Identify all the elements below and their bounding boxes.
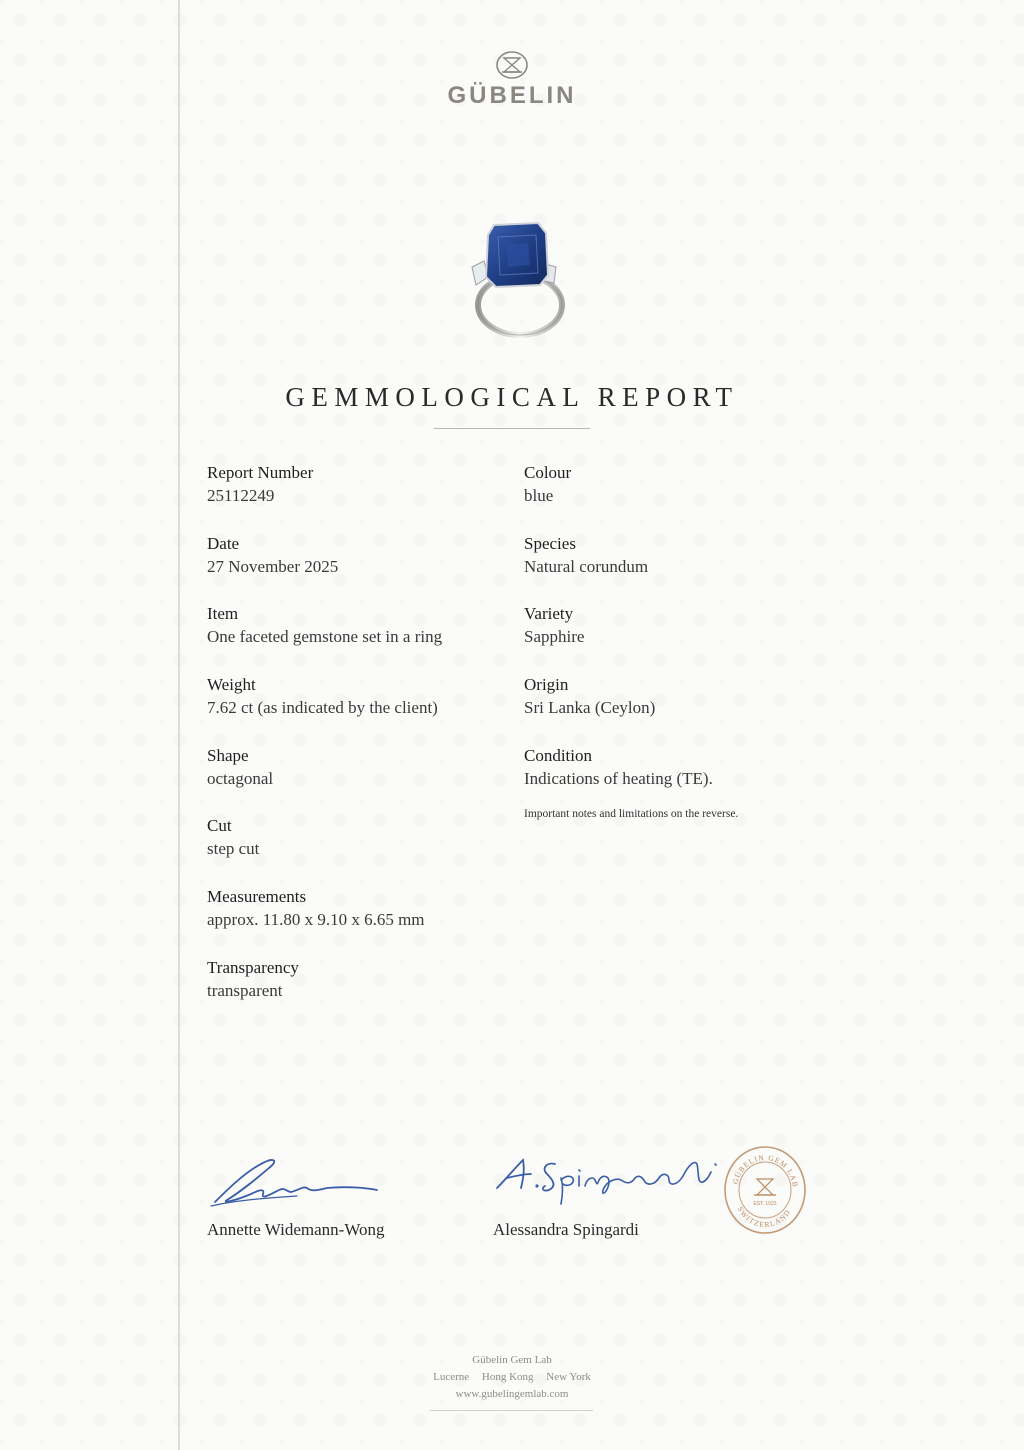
seal-bottom-text: SWITZERLAND bbox=[735, 1205, 793, 1230]
field-label: Variety bbox=[524, 604, 574, 624]
field-label: Report Number bbox=[207, 463, 314, 482]
field-condition bbox=[524, 744, 824, 815]
field-label: Measurements bbox=[207, 887, 307, 907]
field-label: Condition bbox=[524, 745, 593, 765]
field-transparency bbox=[207, 956, 507, 1027]
field-value: octagonal bbox=[207, 768, 274, 788]
field-value: step cut bbox=[207, 839, 260, 859]
right-details-column bbox=[524, 461, 824, 814]
footer-city: New York bbox=[546, 1371, 591, 1383]
field-value: Sapphire bbox=[524, 627, 585, 647]
footer bbox=[0, 1352, 1024, 1403]
gem-lab-seal-stamp bbox=[723, 1145, 807, 1235]
field-label: Weight bbox=[207, 675, 256, 695]
footer-city: Hong Kong bbox=[481, 1371, 534, 1383]
field-value: approx. 11.80 x 9.10 x 6.65 mm bbox=[207, 910, 425, 930]
field-weight bbox=[207, 673, 507, 744]
limitations-note: Important notes and limitations on the reverse. bbox=[524, 808, 739, 820]
field-value: 27 November 2025 bbox=[207, 556, 339, 576]
page-spine-divider bbox=[178, 0, 180, 1450]
footer-city: Lucerne bbox=[433, 1371, 470, 1383]
field-label: Shape bbox=[207, 745, 249, 765]
field-label: Colour bbox=[524, 463, 572, 482]
seal-center-text: EST. 1923 bbox=[753, 1201, 777, 1207]
report-title: GEMMOLOGICAL REPORT bbox=[285, 382, 739, 412]
field-variety bbox=[524, 602, 824, 673]
field-label: Species bbox=[524, 533, 576, 553]
field-measurements bbox=[207, 885, 507, 956]
field-item bbox=[207, 602, 507, 673]
field-value: 25112249 bbox=[207, 486, 275, 505]
field-date bbox=[207, 532, 507, 603]
field-label: Date bbox=[207, 533, 240, 553]
seal-top-text: GÜBELIN GEM LAB bbox=[730, 1152, 800, 1189]
footer-divider bbox=[430, 1410, 593, 1411]
footer-website-link[interactable]: www.gubelingemlab.com bbox=[455, 1388, 569, 1400]
field-report-number bbox=[207, 461, 507, 532]
field-value: 7.62 ct (as indicated by the client) bbox=[207, 698, 438, 718]
field-value: Indications of heating (TE). bbox=[524, 768, 713, 788]
title-divider bbox=[434, 428, 590, 429]
footer-cities bbox=[0, 1369, 1024, 1386]
field-shape bbox=[207, 744, 507, 815]
left-details-column bbox=[207, 461, 507, 1027]
svg-text:GÜBELIN GEM LAB bbox=[731, 1153, 800, 1188]
field-label: Origin bbox=[524, 675, 569, 695]
field-value: Sri Lanka (Ceylon) bbox=[524, 698, 656, 718]
footer-lab-name: Gübelin Gem Lab bbox=[472, 1354, 552, 1366]
field-value: transparent bbox=[207, 980, 283, 1000]
hourglass-emblem-icon bbox=[495, 50, 529, 80]
field-origin bbox=[524, 673, 824, 744]
sapphire-ring-photo bbox=[462, 215, 572, 345]
signatory-name-right: Alessandra Spingardi bbox=[493, 1220, 639, 1239]
field-label: Cut bbox=[207, 816, 232, 836]
signatory-name-left: Annette Widemann-Wong bbox=[207, 1220, 385, 1239]
brand-logo bbox=[0, 50, 1024, 110]
signature-alessandra bbox=[493, 1150, 728, 1212]
field-cut bbox=[207, 814, 507, 885]
field-label: Transparency bbox=[207, 957, 299, 977]
field-value: Natural corundum bbox=[524, 556, 649, 576]
brand-name: GÜBELIN bbox=[447, 82, 577, 109]
field-colour bbox=[524, 461, 824, 532]
field-value: One faceted gemstone set in a ring bbox=[207, 627, 443, 647]
field-species bbox=[524, 532, 824, 603]
field-value: blue bbox=[524, 486, 554, 505]
signature-annette bbox=[207, 1150, 387, 1212]
field-label: Item bbox=[207, 604, 239, 624]
